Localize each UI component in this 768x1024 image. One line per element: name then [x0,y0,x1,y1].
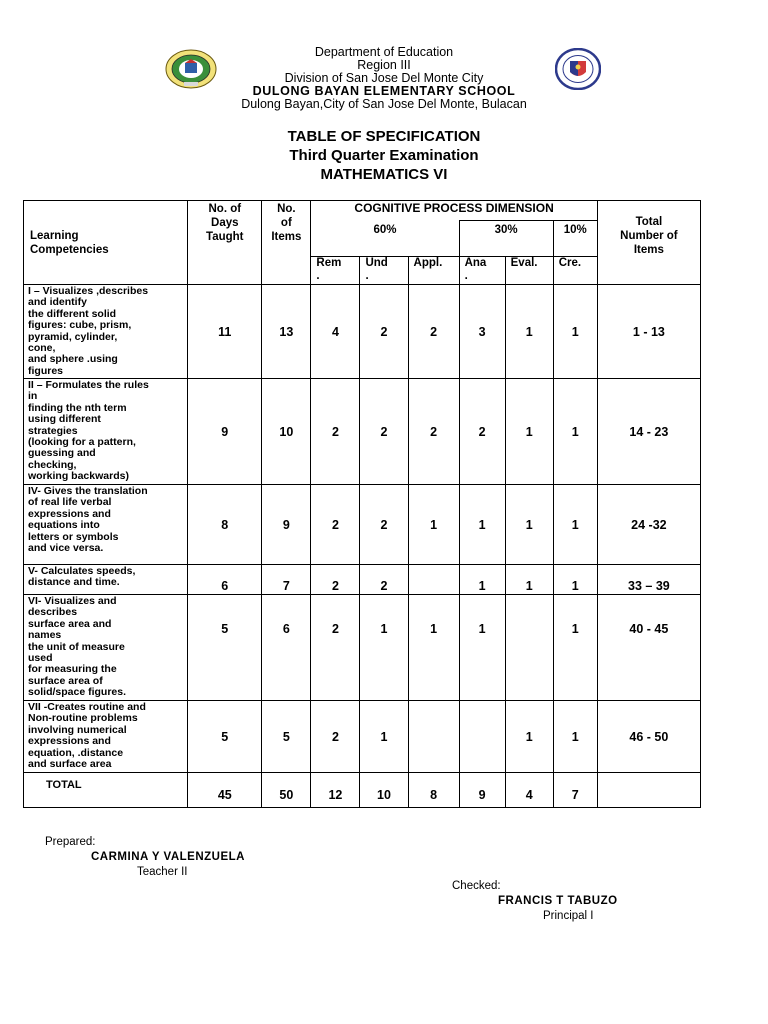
checked-name: FRANCIS T TABUZO [498,895,618,907]
total-cre: 7 [553,773,597,808]
und-cell: 1 [360,701,408,773]
eval-cell: 1 [505,485,553,565]
ana-cell: 3 [459,285,505,379]
days-cell: 9 [188,379,262,485]
total-label: TOTAL [24,773,188,808]
cre-cell: 1 [553,285,597,379]
eval-cell: 1 [505,701,553,773]
table-row [24,701,701,773]
cre-cell: 1 [553,485,597,565]
table-row [24,379,701,485]
checked-title: Principal I [543,910,594,922]
ana-cell: 1 [459,565,505,595]
title-main: TABLE OF SPECIFICATION [287,128,481,145]
cre-cell: 1 [553,565,597,595]
title-quarter: Third Quarter Examination [289,147,479,164]
und-cell: 2 [360,379,408,485]
total-range-cell: 24 -32 [597,485,700,565]
und-cell: 2 [360,285,408,379]
prepared-name: CARMINA Y VALENZUELA [91,851,245,863]
appl-cell: 2 [408,285,459,379]
subheader-ana: Ana . [459,257,505,285]
subheader-und: Und . [360,257,408,285]
checked-label: Checked: [452,880,501,892]
total-range-cell: 46 - 50 [597,701,700,773]
total-eval: 4 [505,773,553,808]
eval-cell: 1 [505,379,553,485]
competency-cell: VI- Visualizes and describes surface area and names the unit of measure used for measuring the surface area of solid/space figures. [24,595,188,701]
rem-cell: 2 [311,701,360,773]
subheader-rem: Rem . [311,257,360,285]
ana-cell: 1 [459,595,505,701]
total-range [597,773,700,808]
table-row [24,285,701,379]
header-30-percent: 30% [459,221,553,257]
total-days: 45 [188,773,262,808]
rem-cell: 2 [311,565,360,595]
cre-cell: 1 [553,379,597,485]
eval-cell: 1 [505,565,553,595]
appl-cell: 2 [408,379,459,485]
items-cell: 7 [262,565,311,595]
items-cell: 9 [262,485,311,565]
und-cell: 2 [360,565,408,595]
region-line: Region III [357,58,411,72]
header-competencies: Learning Competencies [24,201,188,285]
days-cell: 5 [188,701,262,773]
header-total: Total Number of Items [597,201,700,285]
total-items: 50 [262,773,311,808]
days-cell: 11 [188,285,262,379]
rem-cell: 4 [311,285,360,379]
prepared-title: Teacher II [137,866,188,878]
school-address: Dulong Bayan,City of San Jose Del Monte, Bulacan [241,97,527,111]
total-appl: 8 [408,773,459,808]
header-row-1 [24,201,701,221]
table-row [24,595,701,701]
competency-cell: I – Visualizes ,describes and identify the different solid figures: cube, prism, pyramid, cylinder, cone, and sphere .using figures [24,285,188,379]
appl-cell [408,701,459,773]
total-range-cell: 33 – 39 [597,565,700,595]
appl-cell: 1 [408,485,459,565]
subheader-appl: Appl. [408,257,459,285]
document-titles [0,127,768,184]
school-name: DULONG BAYAN ELEMENTARY SCHOOL [252,84,516,98]
total-und: 10 [360,773,408,808]
table-row [24,485,701,565]
specification-table [23,200,701,808]
days-cell: 8 [188,485,262,565]
items-cell: 10 [262,379,311,485]
ana-cell: 1 [459,485,505,565]
rem-cell: 2 [311,595,360,701]
days-cell: 5 [188,595,262,701]
total-rem: 12 [311,773,360,808]
days-cell: 6 [188,565,262,595]
total-range-cell: 40 - 45 [597,595,700,701]
cre-cell: 1 [553,701,597,773]
eval-cell [505,595,553,701]
appl-cell: 1 [408,595,459,701]
ana-cell: 2 [459,379,505,485]
header-items: No. of Items [262,201,311,285]
table-row [24,565,701,595]
document-header [0,46,768,111]
appl-cell [408,565,459,595]
totals-row [24,773,701,808]
prepared-label: Prepared: [45,836,96,848]
cre-cell: 1 [553,595,597,701]
competency-cell: IV- Gives the translation of real life verbal expressions and equations into letters or symbols and vice versa. [24,485,188,565]
total-range-cell: 1 - 13 [597,285,700,379]
header-cognitive: COGNITIVE PROCESS DIMENSION [311,201,597,221]
header-60-percent: 60% [311,221,459,257]
competency-cell: V- Calculates speeds, distance and time. [24,565,188,595]
items-cell: 5 [262,701,311,773]
header-days: No. of Days Taught [188,201,262,285]
header-10-percent: 10% [553,221,597,257]
rem-cell: 2 [311,485,360,565]
title-subject: MATHEMATICS VI [320,166,448,183]
items-cell: 13 [262,285,311,379]
competency-cell: II – Formulates the rules in finding the nth term using different strategies (looking for a pattern, guessing and checking, working backwards) [24,379,188,485]
eval-cell: 1 [505,285,553,379]
total-ana: 9 [459,773,505,808]
ana-cell [459,701,505,773]
competency-cell: VII -Creates routine and Non-routine problems involving numerical expressions and equation, .distance and surface area [24,701,188,773]
und-cell: 2 [360,485,408,565]
rem-cell: 2 [311,379,360,485]
und-cell: 1 [360,595,408,701]
items-cell: 6 [262,595,311,701]
total-range-cell: 14 - 23 [597,379,700,485]
subheader-cre: Cre. [553,257,597,285]
division-line: Division of San Jose Del Monte City [284,71,484,85]
department-line: Department of Education [314,45,454,59]
subheader-eval: Eval. [505,257,553,285]
